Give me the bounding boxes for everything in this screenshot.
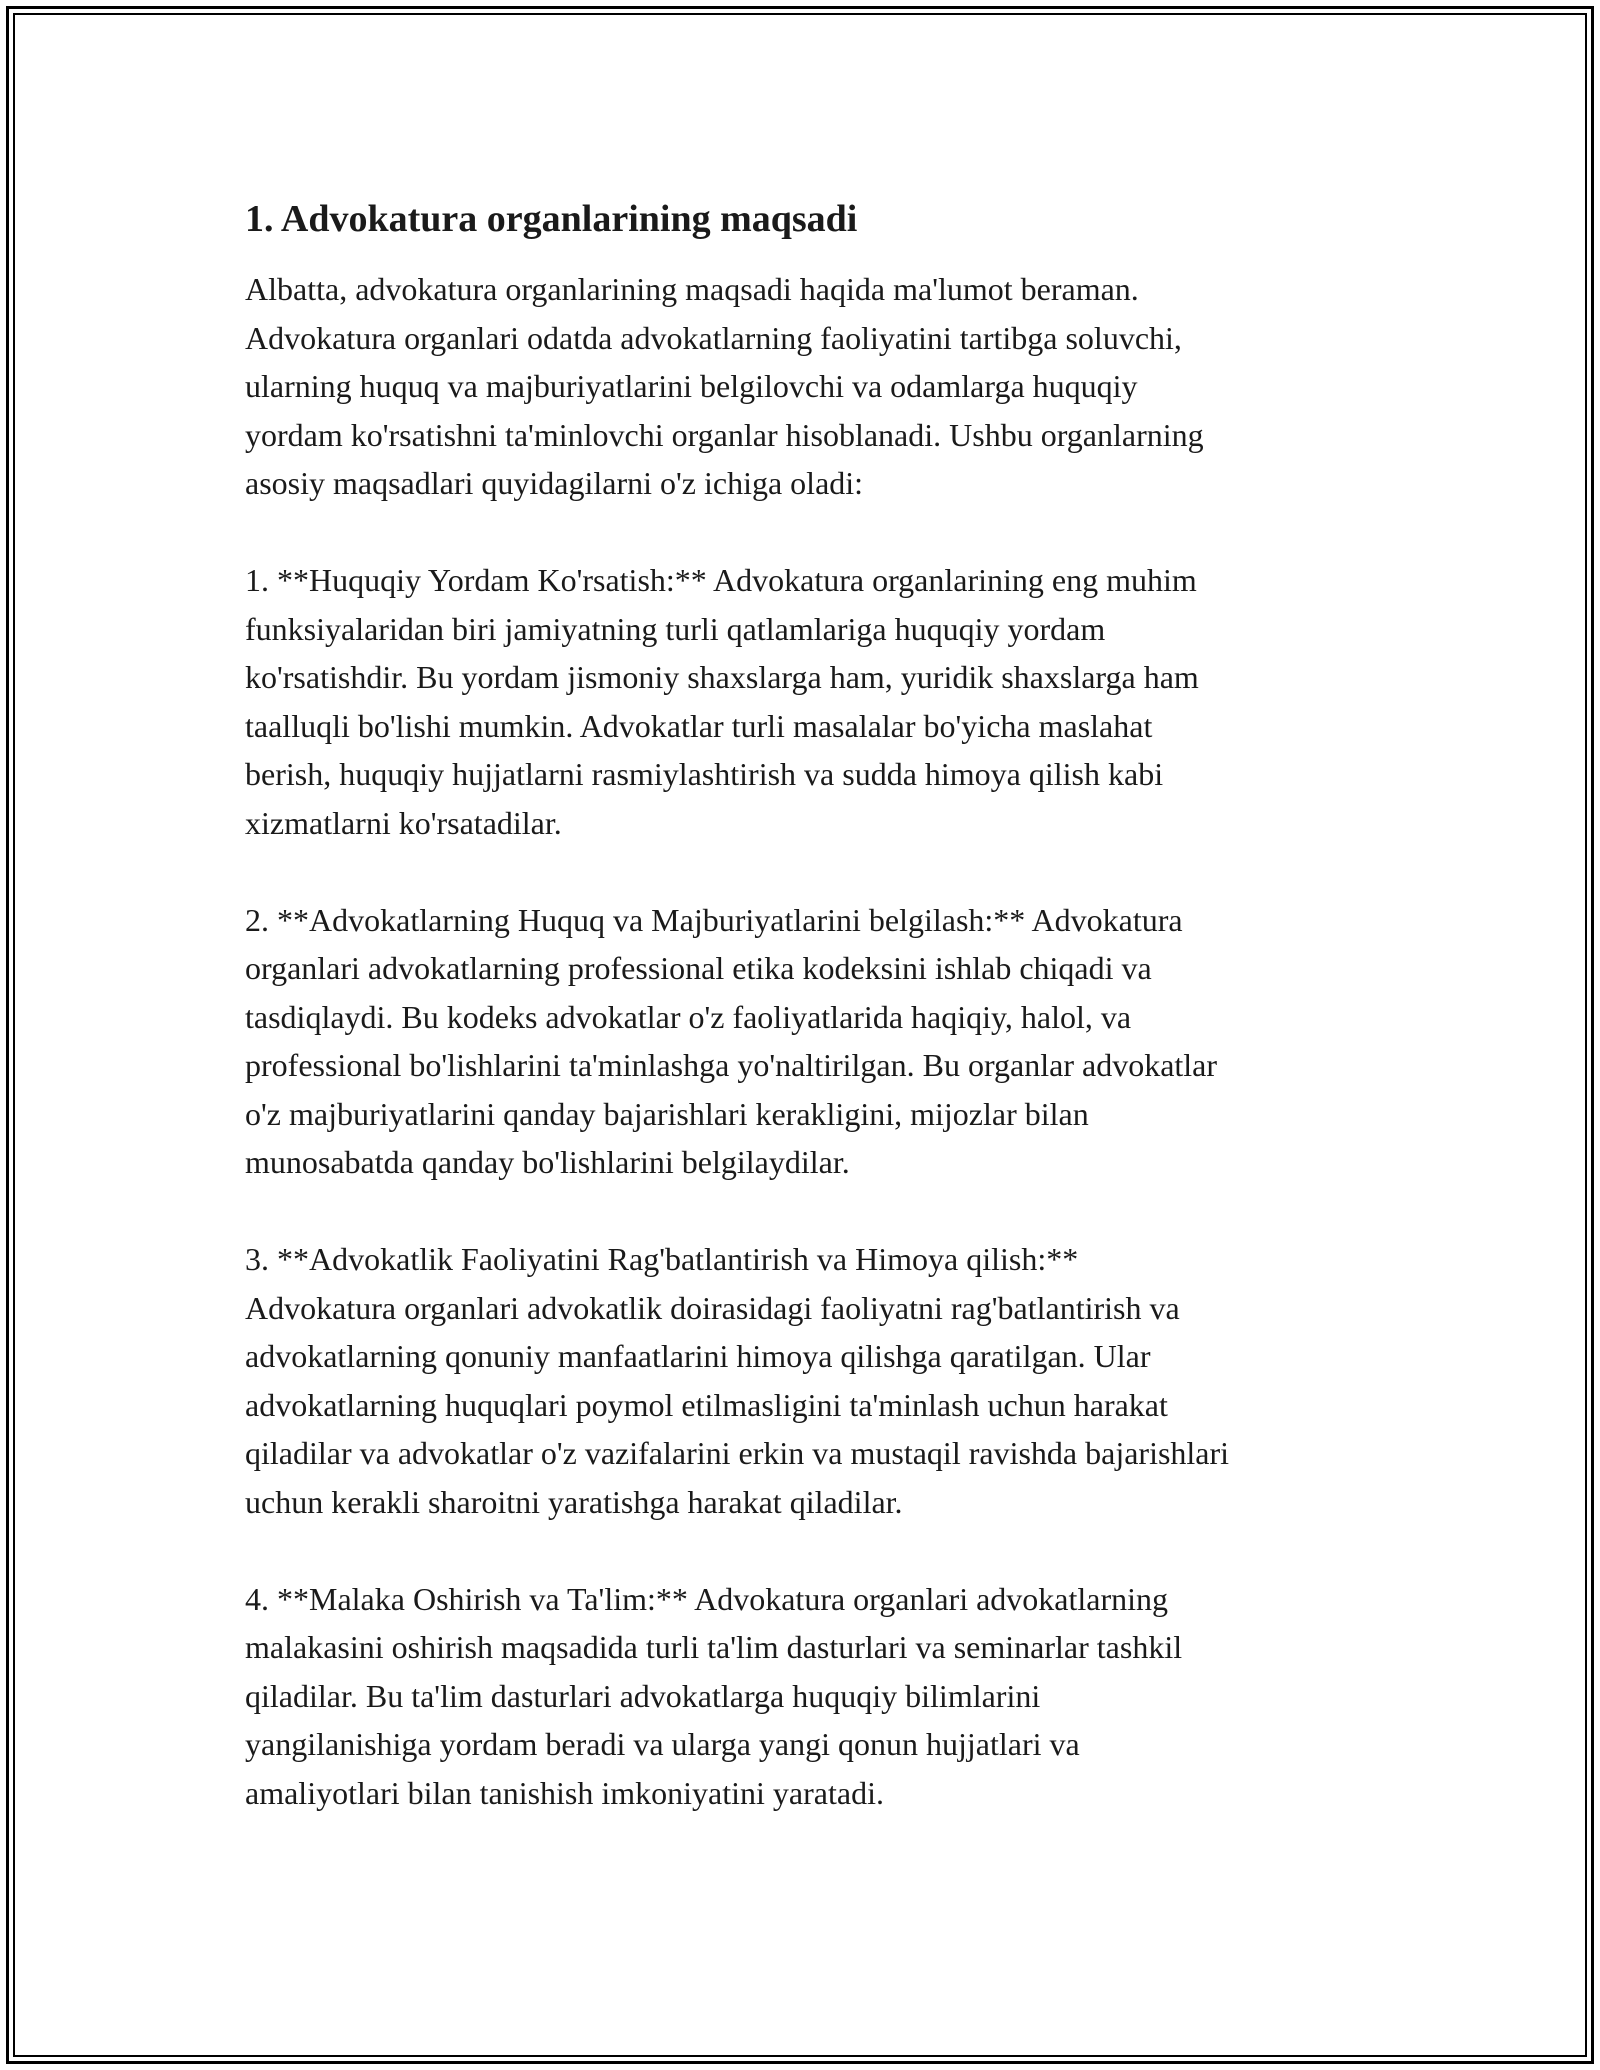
item-line: 4. **Malaka Oshirish va Ta'lim:** Advokatura organlari advokatlarning: [245, 1580, 1169, 1617]
item-line: 3. **Advokatlik Faoliyatini Rag'batlantirish va Himoya qilish:**: [245, 1241, 1079, 1277]
item-line: advokatlarning huquqlari poymol etilmasligini ta'minlash uchun harakat: [245, 1386, 1168, 1423]
item-line: tasdiqlaydi. Bu kodeks advokatlar o'z faoliyatlarida haqiqiy, halol, va: [245, 998, 1132, 1035]
item-line: ko'rsatishdir. Bu yordam jismoniy shaxslarga ham, yuridik shaxslarga ham: [245, 659, 1199, 695]
document-title: 1. Advokatura organlarining maqsadi: [245, 198, 858, 240]
list-item-1: [245, 556, 1395, 847]
paragraph-gap: [245, 847, 1395, 896]
intro-line: ularning huquq va majburiyatlarini belgilovchi va odamlarga huquqiy: [245, 368, 1138, 404]
item-line: funksiyalaridan biri jamiyatning turli qatlamlariga huquqiy yordam: [245, 610, 1106, 647]
item-line: taalluqli bo'lishi mumkin. Advokatlar turli masalalar bo'yicha maslahat: [245, 707, 1153, 744]
item-line: Advokatura organlari advokatlik doirasidagi faoliyatni rag'batlantirish va: [245, 1289, 1180, 1326]
item-line: amaliyotlari bilan tanishish imkoniyatini yaratadi.: [245, 1774, 884, 1811]
paragraph-gap: [245, 1187, 1395, 1236]
intro-line: asosiy maqsadlari quyidagilarni o'z ichiga oladi:: [245, 465, 864, 501]
item-line: organlari advokatlarning professional etika kodeksini ishlab chiqadi va: [245, 950, 1152, 986]
intro-line: Albatta, advokatura organlarining maqsadi haqida ma'lumot beraman.: [245, 271, 1139, 307]
list-item-3: [245, 1235, 1395, 1526]
item-line: uchun kerakli sharoitni yaratishga harakat qiladilar.: [245, 1483, 903, 1520]
item-line: xizmatlarni ko'rsatadilar.: [245, 804, 562, 841]
list-item-4: [245, 1575, 1395, 1818]
list-item-2: [245, 896, 1395, 1187]
intro-line: Advokatura organlari odatda advokatlarning faoliyatini tartibga soluvchi,: [245, 319, 1182, 356]
page-frame: [6, 6, 1594, 2064]
intro-line: yordam ko'rsatishni ta'minlovchi organlar hisoblanadi. Ushbu organlarning: [245, 416, 1204, 453]
item-line: professional bo'lishlarini ta'minlashga yo'naltirilgan. Bu organlar advokatlar: [245, 1047, 1218, 1083]
item-line: munosabatda qanday bo'lishlarini belgilaydilar.: [245, 1144, 850, 1180]
item-line: o'z majburiyatlarini qanday bajarishlari kerakligini, mijozlar bilan: [245, 1095, 1089, 1132]
item-line: 2. **Advokatlarning Huquq va Majburiyatlarini belgilash:** Advokatura: [245, 901, 1183, 938]
paragraph-gap: [245, 1526, 1395, 1575]
item-line: qiladilar. Bu ta'lim dasturlari advokatlarga huquqiy bilimlarini: [245, 1677, 1041, 1714]
item-line: 1. **Huquqiy Yordam Ko'rsatish:** Advokatura organlarining eng muhim: [245, 562, 1197, 598]
item-line: advokatlarning qonuniy manfaatlarini himoya qilishga qaratilgan. Ular: [245, 1338, 1151, 1374]
document-content: [245, 195, 1395, 1817]
item-line: berish, huquqiy hujjatlarni rasmiylashtirish va sudda himoya qilish kabi: [245, 756, 1164, 792]
item-line: malakasini oshirish maqsadida turli ta'lim dasturlari va seminarlar tashkil: [245, 1629, 1183, 1665]
intro-paragraph: [245, 265, 1395, 508]
item-line: qiladilar va advokatlar o'z vazifalarini erkin va mustaqil ravishda bajarishlari: [245, 1435, 1230, 1471]
item-line: yangilanishiga yordam beradi va ularga yangi qonun hujjatlari va: [245, 1726, 1080, 1762]
paragraph-gap: [245, 508, 1395, 557]
